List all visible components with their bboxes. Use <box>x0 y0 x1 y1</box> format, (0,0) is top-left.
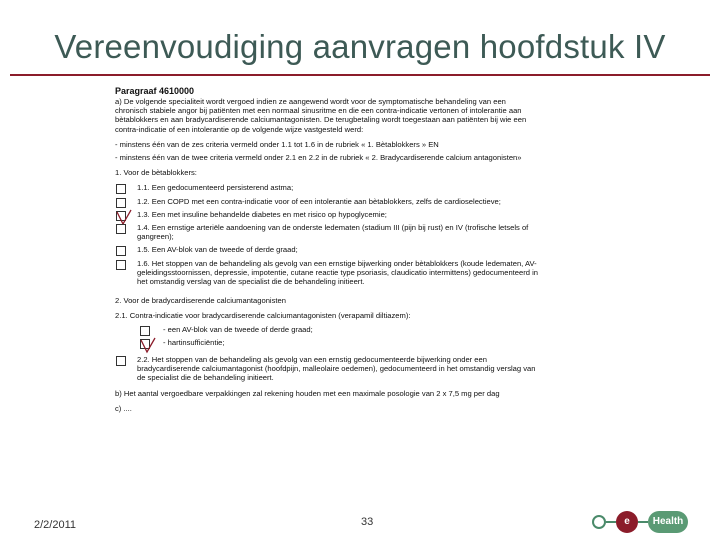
criterion-1-2[interactable] <box>115 197 540 206</box>
checkbox[interactable] <box>140 326 150 336</box>
logo-health: Health <box>648 511 688 533</box>
logo-e: e <box>616 511 638 533</box>
logo-connector <box>606 521 616 523</box>
criteria-line-1: - minstens één van de zes criteria vermeld onder 1.1 tot 1.6 in de rubriek « 1. Bètablokkers » EN <box>115 139 439 149</box>
criterion-1-3-text: 1.3. Een met insuline behandelde diabetes en met risico op hypoglycemie; <box>137 209 387 219</box>
criterion-2-2-text: 2.2. Het stoppen van de behandeling als gevolg van een ernstig gedocumenteerde bijwerking onder een bradycardiserende calciumantagonist (hoofdpijn, malleolaire oedemen), gedocumenteerd in het omstandig verslag van de specialist die de behandeling initieert. <box>137 355 536 383</box>
checkbox[interactable] <box>116 356 126 366</box>
logo-connector <box>638 521 648 523</box>
paragraph-heading: Paragraaf 4610000 <box>115 86 195 96</box>
criterion-1-6-text: 1.6. Het stoppen van de behandeling als gevolg van een ernstige bijwerking onder bètablokkers (koude ledematen, AV-geleidingsstoornissen, depressie, impotentie, cutane reactie type psoriasis, claudicatio intermittens) gedocumenteerd in het omstandig verslag van de specialist die de behandeling initieert. <box>137 258 539 287</box>
criterion-2-1-1[interactable] <box>139 325 540 334</box>
subsection-2-1: 2.1. Contra-indicatie voor bradycardiserende calciumantagonisten (verapamil diltiazem): <box>115 311 411 321</box>
checkbox[interactable] <box>140 339 150 349</box>
criterion-1-4[interactable] <box>115 223 540 241</box>
ehealth-logo <box>590 506 690 536</box>
logo-ring <box>592 515 606 529</box>
criterion-1-4-text: 1.4. Een ernstige arteriële aandoening van de onderste ledematen (stadium III (pijn bij rust) en IV (trofische letsels of gangreen); <box>137 223 529 242</box>
criterion-1-5[interactable] <box>115 245 540 254</box>
page-number: 33 <box>361 516 374 528</box>
criterion-1-1[interactable] <box>115 183 540 192</box>
paragraph-c: c) .... <box>115 403 132 413</box>
checkbox[interactable] <box>116 211 126 221</box>
criterion-1-6[interactable] <box>115 259 540 287</box>
paragraph-a: a) De volgende specialiteit wordt vergoed indien ze aangewend wordt voor de symptomatische behandeling van een chronisch stabiele angor bij patiënten met een normaal sinusritme en die een contra-indicatie vertonen of intolerantie aan bètablokkers en aan bradycardiserende calciumantagonisten. De terugbetaling wordt toegestaan aan patiënten bij wie een contra-indicatie of een intolerantie op de volgende wijze vastgesteld werd: <box>115 97 527 134</box>
title-divider <box>10 74 710 76</box>
criterion-2-2[interactable] <box>115 355 540 383</box>
slide-date: 2/2/2011 <box>34 519 77 531</box>
criterion-2-1-2[interactable] <box>139 338 540 347</box>
slide-title: Vereenvoudiging aanvragen hoofdstuk IV <box>54 28 666 65</box>
section-2-heading: 2. Voor de bradycardiserende calciumantagonisten <box>115 296 286 306</box>
criterion-1-3[interactable] <box>115 210 540 219</box>
checkbox[interactable] <box>116 184 126 194</box>
checkbox[interactable] <box>116 198 126 208</box>
criterion-2-1-1-text: - een AV-blok van de tweede of derde graad; <box>163 324 313 334</box>
criterion-2-1-2-text: - hartinsufficiëntie; <box>163 337 225 347</box>
criterion-1-5-text: 1.5. Een AV-blok van de tweede of derde graad; <box>137 245 298 255</box>
checkbox[interactable] <box>116 246 126 256</box>
checkbox[interactable] <box>116 224 126 234</box>
section-1-heading: 1. Voor de bètablokkers: <box>115 168 197 178</box>
criterion-1-2-text: 1.2. Een COPD met een contra-indicatie voor of een intolerantie aan bètablokkers, zelfs de cardioselectieve; <box>137 196 501 206</box>
check-mark-icon <box>139 337 157 355</box>
scanned-document <box>115 86 540 413</box>
checkbox[interactable] <box>116 260 126 270</box>
paragraph-b: b) Het aantal vergoedbare verpakkingen zal rekening houden met een maximale posologie van 2 x 7,5 mg per dag <box>115 388 500 398</box>
criteria-line-2: - minstens één van de twee criteria vermeld onder 2.1 en 2.2 in de rubriek « 2. Bradycardiserende calcium antagonisten» <box>115 153 522 163</box>
criterion-1-1-text: 1.1. Een gedocumenteerd persisterend astma; <box>137 183 294 193</box>
